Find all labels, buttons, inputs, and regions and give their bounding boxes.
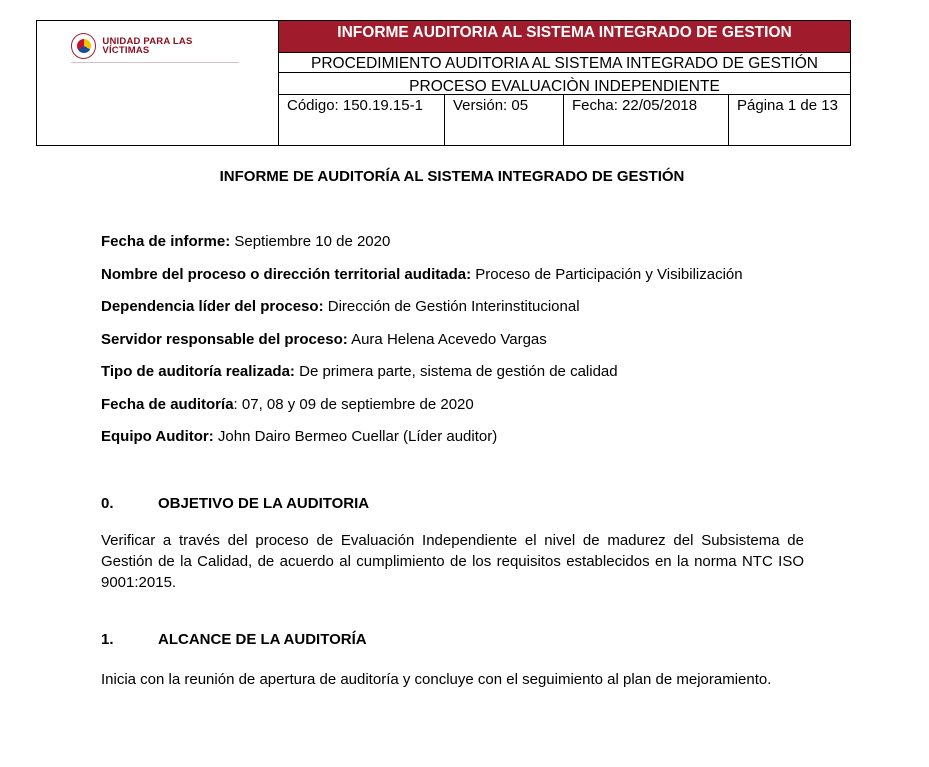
header-process: PROCESO EVALUACIÒN INDEPENDIENTE (409, 78, 720, 94)
header-procedure: PROCEDIMIENTO AUDITORIA AL SISTEMA INTEGRADO DE GESTIÓN (279, 53, 850, 73)
field-label: Fecha de auditoría (101, 395, 234, 413)
field-value: John Dairo Bermeo Cuellar (Líder auditor) (213, 428, 498, 445)
header-code: Código: 150.19.15-1 (287, 97, 423, 114)
field-value: Proceso de Participación y Visibilización (471, 265, 743, 283)
logo (71, 31, 239, 61)
field-value: De primera parte, sistema de gestión de calidad (294, 363, 618, 380)
field-label: Nombre del proceso o dirección territorial auditada: (101, 265, 472, 283)
header-title: INFORME AUDITORIA AL SISTEMA INTEGRADO DE GESTION (279, 21, 850, 53)
field-value: : 07, 08 y 09 de septiembre de 2020 (233, 395, 474, 413)
section-number: 1. (101, 631, 114, 648)
header-version: Versión: 05 (444, 95, 563, 145)
section-title: ALCANCE DE LA AUDITORÍA (158, 631, 367, 648)
field-report-date (101, 232, 831, 265)
section-heading-scope (101, 631, 367, 648)
header-page: Página 1 de 13 (728, 95, 850, 145)
section-number: 0. (101, 495, 114, 512)
field-value: Aura Helena Acevedo Vargas (347, 330, 547, 348)
field-audit-team (101, 427, 831, 460)
field-audit-date (101, 395, 831, 428)
field-responsible-servant (101, 330, 831, 363)
field-value: Dirección de Gestión Interinstitucional (323, 298, 580, 315)
document-title: INFORME DE AUDITORÍA AL SISTEMA INTEGRADO DE GESTIÓN (219, 168, 685, 185)
section-text-objective: Verificar a través del proceso de Evaluación Independiente el nivel de madurez del Subsistema de Gestión de la Calidad, de acuerdo al cumplimiento de los requisitos establecidos en la norma NTC ISO 9001:2015. (101, 532, 804, 591)
header-meta-row (279, 94, 850, 145)
section-heading-objective (101, 495, 369, 512)
field-audit-type (101, 362, 831, 395)
logo-cell (37, 21, 279, 145)
logo-text: UNIDAD PARA LAS VÍCTIMAS (102, 35, 193, 56)
field-label: Servidor responsable del proceso: (101, 330, 348, 348)
field-label: Dependencia líder del proceso: (101, 298, 324, 315)
document-header (36, 20, 851, 146)
field-lead-dependency (101, 297, 831, 330)
field-label: Tipo de auditoría realizada: (101, 363, 295, 380)
field-label: Equipo Auditor: (101, 428, 214, 445)
logo-divider (71, 62, 239, 63)
field-value: Septiembre 10 de 2020 (230, 233, 391, 250)
coat-of-arms-icon (71, 33, 96, 59)
field-label: Fecha de informe: (101, 233, 231, 250)
header-date: Fecha: 22/05/2018 (563, 95, 728, 145)
section-title: OBJETIVO DE LA AUDITORIA (158, 495, 370, 512)
section-text-scope: Inicia con la reunión de apertura de auditoría y concluye con el seguimiento al plan de mejoramiento. (101, 671, 772, 688)
field-process-name (101, 265, 831, 298)
report-fields (101, 232, 831, 460)
